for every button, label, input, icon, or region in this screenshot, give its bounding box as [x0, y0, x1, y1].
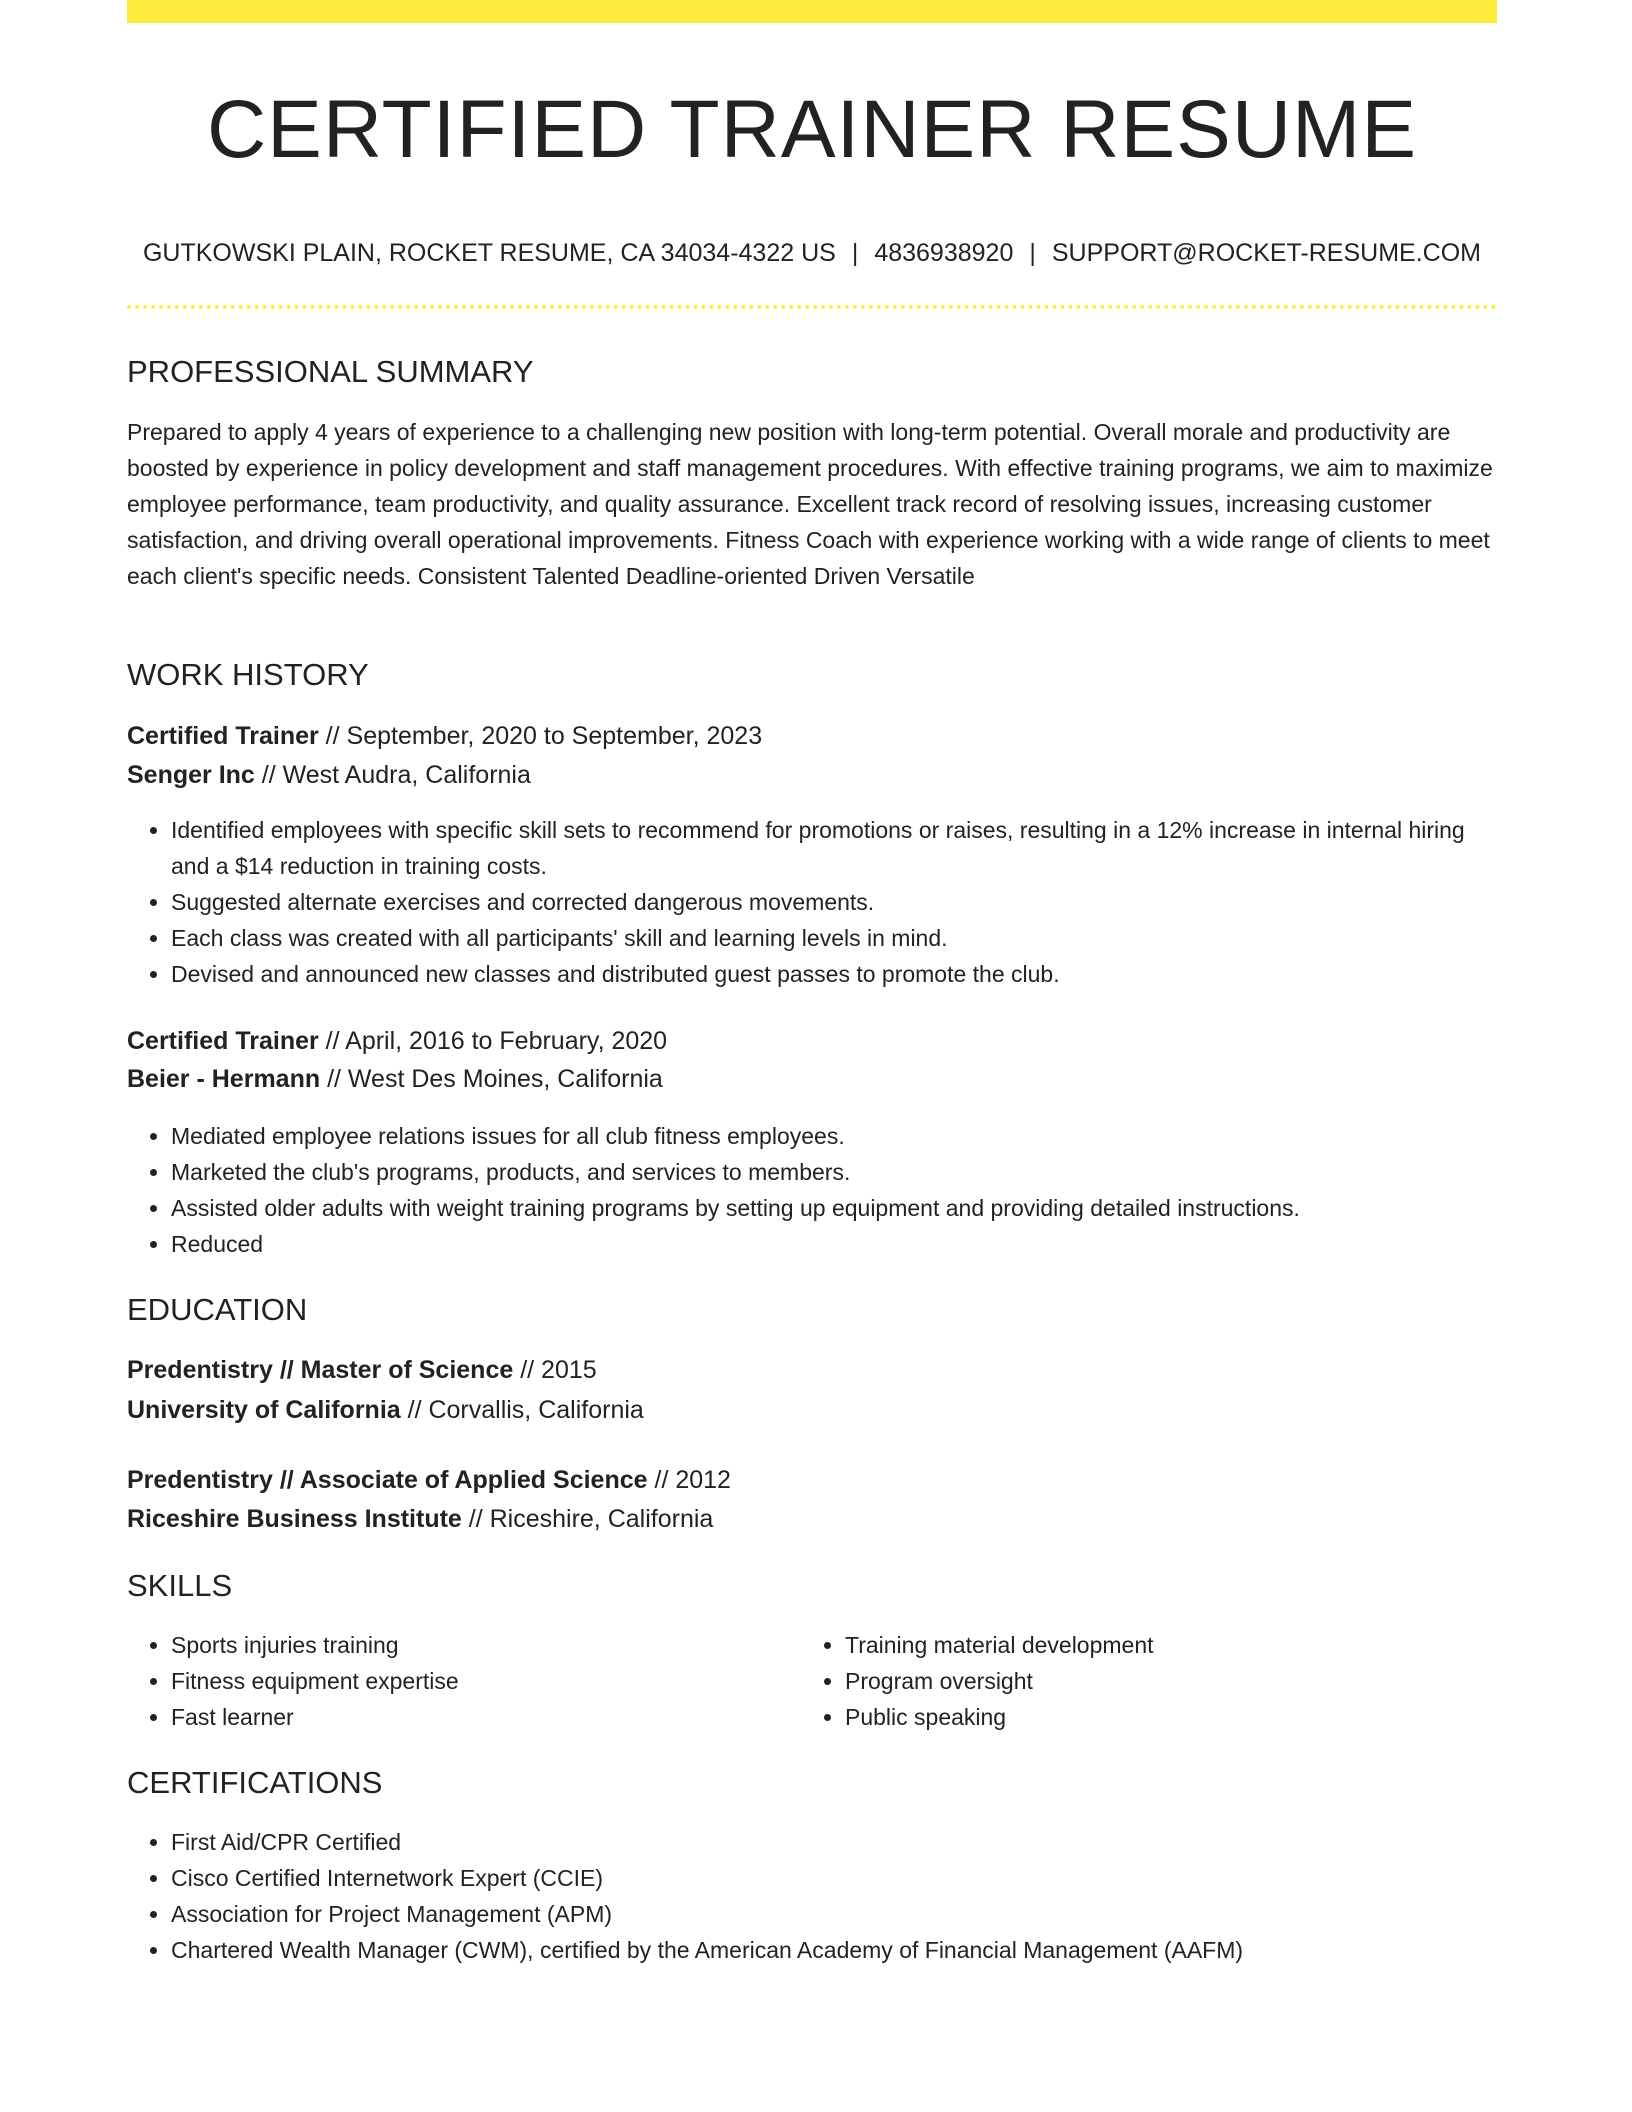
work-history-heading: WORK HISTORY [127, 657, 369, 692]
job-1-company-line [127, 757, 531, 793]
job-dates: // September, 2020 to September, 2023 [318, 722, 763, 750]
list-item: • Chartered Wealth Manager (CWM), certified by the American Academy of Financial Management (AAFM) [171, 1932, 1497, 1968]
school-name: Riceshire Business Institute [127, 1505, 462, 1533]
email: SUPPORT@ROCKET-RESUME.COM [1051, 239, 1481, 267]
certifications-list [127, 1824, 1497, 1968]
summary-text: Prepared to apply 4 years of experience to a challenging new position with long-term potential. Overall morale and productivity are boosted by experience in policy development and staff management procedures. With effective training programs, we aim to maximize employee performance, team productivity, and quality assurance. Excellent track record of resolving issues, increasing customer satisfaction, and driving overall operational improvements. Fitness Coach with experience working with a wide range of clients to meet each client's specific needs. Consistent Talented Deadline-oriented Driven Versatile [127, 419, 1493, 589]
list-item: • First Aid/CPR Certified [171, 1824, 1497, 1860]
school-location: // Corvallis, California [400, 1396, 644, 1424]
list-item: • Suggested alternate exercises and corrected dangerous movements. [171, 884, 1497, 920]
job-2-title-line [127, 1023, 667, 1059]
list-item: • Devised and announced new classes and distributed guest passes to promote the club. [171, 956, 1497, 992]
job-1-bullets [127, 812, 1497, 992]
job-1-title-line [127, 718, 762, 754]
list-item: • Fast learner [171, 1699, 801, 1735]
job-title: Certified Trainer [127, 722, 319, 750]
skills-right-column [801, 1627, 1497, 1735]
graduation-year: // 2015 [513, 1356, 597, 1384]
separator: | [851, 239, 859, 267]
phone: 4836938920 [874, 239, 1014, 267]
job-2-company-line [127, 1061, 663, 1097]
job-dates: // April, 2016 to February, 2020 [318, 1027, 668, 1055]
job-location: // West Audra, California [254, 761, 531, 789]
list-item: • Sports injuries training [171, 1627, 801, 1663]
list-item: • Assisted older adults with weight training programs by setting up equipment and providing detailed instructions. [171, 1190, 1497, 1226]
skills-left-column [127, 1627, 801, 1735]
list-item: • Program oversight [845, 1663, 1497, 1699]
list-item: • Cisco Certified Internetwork Expert (CCIE) [171, 1860, 1497, 1896]
list-item: • Mediated employee relations issues for all club fitness employees. [171, 1118, 1497, 1154]
school-name: University of California [127, 1396, 401, 1424]
summary-heading: PROFESSIONAL SUMMARY [127, 354, 534, 389]
degree: Predentistry // Master of Science [127, 1356, 514, 1384]
job-2-bullets [127, 1118, 1497, 1262]
education-1-school-line [127, 1392, 644, 1428]
graduation-year: // 2012 [647, 1466, 731, 1494]
list-item: • Identified employees with specific skill sets to recommend for promotions or raises, resulting in a 12% increase in internal hiring and a $14 reduction in training costs. [171, 812, 1497, 884]
education-1-degree-line [127, 1352, 597, 1388]
education-heading: EDUCATION [127, 1292, 308, 1327]
top-accent-bar [127, 0, 1497, 23]
education-2-degree-line [127, 1462, 731, 1498]
dotted-divider [127, 305, 1497, 309]
separator: | [1029, 239, 1036, 267]
company-name: Senger Inc [127, 761, 255, 789]
company-name: Beier - Hermann [127, 1065, 321, 1093]
list-item: • Each class was created with all participants' skill and learning levels in mind. [171, 920, 1497, 956]
education-2-school-line [127, 1501, 713, 1537]
list-item: • Marketed the club's programs, products, and services to members. [171, 1154, 1497, 1190]
degree: Predentistry // Associate of Applied Science [127, 1466, 648, 1494]
list-item: • Reduced [171, 1226, 1497, 1262]
address: GUTKOWSKI PLAIN, ROCKET RESUME, CA 34034-4322 US [142, 239, 836, 267]
school-location: // Riceshire, California [461, 1505, 714, 1533]
page-title: CERTIFIED TRAINER RESUME [206, 84, 1418, 175]
job-title: Certified Trainer [127, 1027, 319, 1055]
list-item: • Fitness equipment expertise [171, 1663, 801, 1699]
list-item: • Public speaking [845, 1699, 1497, 1735]
list-item: • Training material development [845, 1627, 1497, 1663]
contact-line [127, 236, 1497, 270]
skills-heading: SKILLS [127, 1568, 233, 1603]
job-location: // West Des Moines, California [320, 1065, 663, 1093]
list-item: • Association for Project Management (APM) [171, 1896, 1497, 1932]
certifications-heading: CERTIFICATIONS [127, 1765, 383, 1800]
